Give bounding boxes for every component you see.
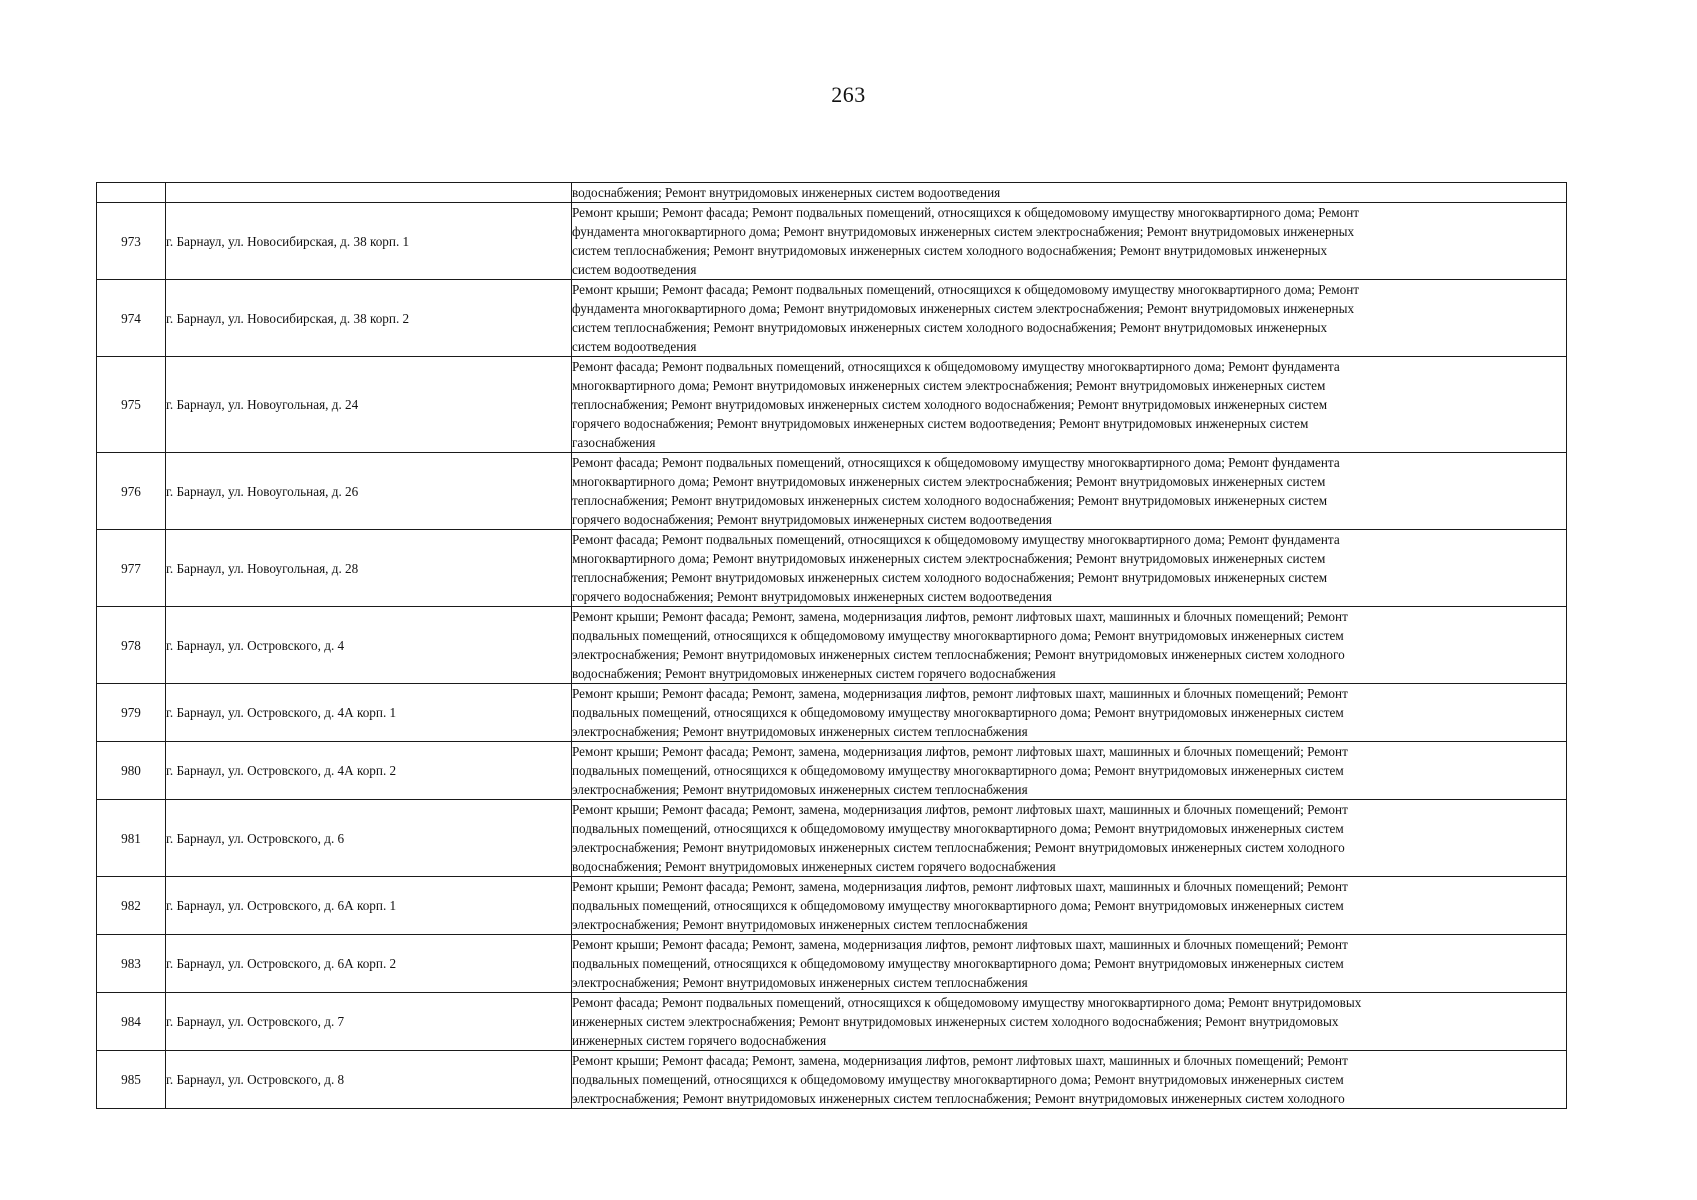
table-row [97,877,1567,935]
row-number: 981 [97,800,166,877]
repair-works-line: инженерных систем горячего водоснабжения [572,1033,827,1048]
repair-works-line: теплоснабжения; Ремонт внутридомовых инженерных систем холодного водоснабжения; Ремонт внутридомовых инженерных систем [572,493,1328,508]
table-row [97,742,1567,800]
repair-works-line: инженерных систем электроснабжения; Ремонт внутридомовых инженерных систем холодного водоснабжения; Ремонт внутридомовых [572,1014,1339,1029]
row-number: 984 [97,993,166,1051]
building-address: г. Барнаул, ул. Островского, д. 7 [166,993,572,1051]
repair-works-line: горячего водоснабжения; Ремонт внутридомовых инженерных систем водоотведения [572,512,1052,527]
repair-works-line: Ремонт крыши; Ремонт фасада; Ремонт, замена, модернизация лифтов, ремонт лифтовых шахт, машинных и блочных помещений; Ремонт [572,1053,1348,1068]
repair-works-line: газоснабжения [572,435,656,450]
repair-works-line: теплоснабжения; Ремонт внутридомовых инженерных систем холодного водоснабжения; Ремонт внутридомовых инженерных систем [572,570,1328,585]
repair-works [572,183,1567,203]
row-number: 976 [97,453,166,530]
repair-works-line: Ремонт крыши; Ремонт фасада; Ремонт, замена, модернизация лифтов, ремонт лифтовых шахт, машинных и блочных помещений; Ремонт [572,879,1348,894]
building-address: г. Барнаул, ул. Островского, д. 6 [166,800,572,877]
row-number: 974 [97,280,166,357]
repair-works-line: электроснабжения; Ремонт внутридомовых инженерных систем теплоснабжения; Ремонт внутридомовых инженерных систем холодного [572,647,1345,662]
repair-works-line: Ремонт крыши; Ремонт фасада; Ремонт, замена, модернизация лифтов, ремонт лифтовых шахт, машинных и блочных помещений; Ремонт [572,802,1348,817]
repair-works-line: электроснабжения; Ремонт внутридомовых инженерных систем теплоснабжения; Ремонт внутридомовых инженерных систем холодного [572,840,1345,855]
building-address: г. Барнаул, ул. Новоугольная, д. 24 [166,357,572,453]
table-row [97,280,1567,357]
table-row [97,607,1567,684]
repair-works-line: систем теплоснабжения; Ремонт внутридомовых инженерных систем холодного водоснабжения; Ремонт внутридомовых инженерных [572,243,1328,258]
repair-works [572,280,1567,357]
table-row [97,684,1567,742]
table-row [97,800,1567,877]
page-number: 263 [831,82,866,107]
repair-works-line: Ремонт фасада; Ремонт подвальных помещений, относящихся к общедомовому имуществу многоквартирного дома; Ремонт фундамента [572,455,1340,470]
building-address: г. Барнаул, ул. Новоугольная, д. 26 [166,453,572,530]
building-address: г. Барнаул, ул. Новосибирская, д. 38 корп. 1 [166,203,572,280]
repair-works [572,935,1567,993]
repair-works-line: подвальных помещений, относящихся к общедомовому имуществу многоквартирного дома; Ремонт внутридомовых инженерных систем [572,1072,1344,1087]
repair-works-line: Ремонт крыши; Ремонт фасада; Ремонт, замена, модернизация лифтов, ремонт лифтовых шахт, машинных и блочных помещений; Ремонт [572,744,1348,759]
building-address: г. Барнаул, ул. Островского, д. 4А корп. 1 [166,684,572,742]
building-address: г. Барнаул, ул. Островского, д. 6А корп. 1 [166,877,572,935]
table-row [97,453,1567,530]
repair-works-line: водоснабжения; Ремонт внутридомовых инженерных систем горячего водоснабжения [572,859,1056,874]
building-address: г. Барнаул, ул. Островского, д. 6А корп. 2 [166,935,572,993]
repair-works-line: электроснабжения; Ремонт внутридомовых инженерных систем теплоснабжения [572,782,1028,797]
repair-works-line: подвальных помещений, относящихся к общедомовому имуществу многоквартирного дома; Ремонт внутридомовых инженерных систем [572,821,1344,836]
repair-works-line: систем теплоснабжения; Ремонт внутридомовых инженерных систем холодного водоснабжения; Ремонт внутридомовых инженерных [572,320,1328,335]
repair-works-line: подвальных помещений, относящихся к общедомовому имуществу многоквартирного дома; Ремонт внутридомовых инженерных систем [572,628,1344,643]
repair-works [572,453,1567,530]
repair-works-line: Ремонт крыши; Ремонт фасада; Ремонт, замена, модернизация лифтов, ремонт лифтовых шахт, машинных и блочных помещений; Ремонт [572,686,1348,701]
repair-works-line: водоснабжения; Ремонт внутридомовых инженерных систем горячего водоснабжения [572,666,1056,681]
repair-works-line: систем водоотведения [572,339,697,354]
buildings-repair-table [96,182,1567,1109]
table-row [97,203,1567,280]
repair-works [572,203,1567,280]
repair-works-line: горячего водоснабжения; Ремонт внутридомовых инженерных систем водоотведения; Ремонт внутридомовых инженерных систем [572,416,1309,431]
table-row [97,530,1567,607]
table-row-continuation [97,183,1567,203]
row-number: 975 [97,357,166,453]
repair-works-line: горячего водоснабжения; Ремонт внутридомовых инженерных систем водоотведения [572,589,1052,604]
repair-works [572,800,1567,877]
building-address: г. Барнаул, ул. Островского, д. 4 [166,607,572,684]
building-address: г. Барнаул, ул. Островского, д. 8 [166,1051,572,1109]
repair-works-line: Ремонт фасада; Ремонт подвальных помещений, относящихся к общедомовому имуществу многоквартирного дома; Ремонт внутридомовых [572,995,1362,1010]
row-number: 977 [97,530,166,607]
table-row [97,357,1567,453]
repair-works-line: подвальных помещений, относящихся к общедомовому имуществу многоквартирного дома; Ремонт внутридомовых инженерных систем [572,956,1344,971]
repair-works-line: многоквартирного дома; Ремонт внутридомовых инженерных систем электроснабжения; Ремонт внутридомовых инженерных систем [572,551,1326,566]
repair-works-line: систем водоотведения [572,262,697,277]
row-number: 979 [97,684,166,742]
repair-works-line: подвальных помещений, относящихся к общедомовому имуществу многоквартирного дома; Ремонт внутридомовых инженерных систем [572,763,1344,778]
repair-works [572,607,1567,684]
table-row [97,1051,1567,1109]
repair-works [572,684,1567,742]
row-number: 982 [97,877,166,935]
table-row [97,993,1567,1051]
repair-works-line: подвальных помещений, относящихся к общедомовому имуществу многоквартирного дома; Ремонт внутридомовых инженерных систем [572,898,1344,913]
repair-works-line: многоквартирного дома; Ремонт внутридомовых инженерных систем электроснабжения; Ремонт внутридомовых инженерных систем [572,474,1326,489]
building-address: г. Барнаул, ул. Новоугольная, д. 28 [166,530,572,607]
building-address: г. Барнаул, ул. Островского, д. 4А корп. 2 [166,742,572,800]
repair-works-line: фундамента многоквартирного дома; Ремонт внутридомовых инженерных систем электроснабжения; Ремонт внутридомовых инженерных [572,301,1355,316]
repair-works-line: электроснабжения; Ремонт внутридомовых инженерных систем теплоснабжения [572,724,1028,739]
row-number: 980 [97,742,166,800]
repair-works-line: фундамента многоквартирного дома; Ремонт внутридомовых инженерных систем электроснабжения; Ремонт внутридомовых инженерных [572,224,1355,239]
repair-works [572,357,1567,453]
repair-works-line: теплоснабжения; Ремонт внутридомовых инженерных систем холодного водоснабжения; Ремонт внутридомовых инженерных систем [572,397,1328,412]
repair-works-line: многоквартирного дома; Ремонт внутридомовых инженерных систем электроснабжения; Ремонт внутридомовых инженерных систем [572,378,1326,393]
repair-works-line: Ремонт крыши; Ремонт фасада; Ремонт подвальных помещений, относящихся к общедомовому имуществу многоквартирного дома; Ремонт [572,282,1360,297]
repair-works [572,742,1567,800]
repair-works-line: электроснабжения; Ремонт внутридомовых инженерных систем теплоснабжения; Ремонт внутридомовых инженерных систем холодного [572,1091,1345,1106]
repair-works [572,877,1567,935]
repair-works-line: Ремонт крыши; Ремонт фасада; Ремонт подвальных помещений, относящихся к общедомовому имуществу многоквартирного дома; Ремонт [572,205,1360,220]
repair-works-line: электроснабжения; Ремонт внутридомовых инженерных систем теплоснабжения [572,917,1028,932]
repair-works-line: Ремонт крыши; Ремонт фасада; Ремонт, замена, модернизация лифтов, ремонт лифтовых шахт, машинных и блочных помещений; Ремонт [572,609,1348,624]
table-body [97,183,1567,1109]
row-number: 985 [97,1051,166,1109]
repair-works-line: электроснабжения; Ремонт внутридомовых инженерных систем теплоснабжения [572,975,1028,990]
building-address: г. Барнаул, ул. Новосибирская, д. 38 корп. 2 [166,280,572,357]
repair-works [572,530,1567,607]
repair-works [572,1051,1567,1109]
repair-works-line: Ремонт крыши; Ремонт фасада; Ремонт, замена, модернизация лифтов, ремонт лифтовых шахт, машинных и блочных помещений; Ремонт [572,937,1348,952]
row-number: 973 [97,203,166,280]
row-number: 978 [97,607,166,684]
repair-works-line: подвальных помещений, относящихся к общедомовому имуществу многоквартирного дома; Ремонт внутридомовых инженерных систем [572,705,1344,720]
repair-works-line: Ремонт фасада; Ремонт подвальных помещений, относящихся к общедомовому имуществу многоквартирного дома; Ремонт фундамента [572,532,1340,547]
table-row [97,935,1567,993]
row-number: 983 [97,935,166,993]
repair-works-line: водоснабжения; Ремонт внутридомовых инженерных систем водоотведения [572,185,1001,200]
repair-works-line: Ремонт фасада; Ремонт подвальных помещений, относящихся к общедомовому имуществу многоквартирного дома; Ремонт фундамента [572,359,1340,374]
row-number [97,183,166,203]
repair-works [572,993,1567,1051]
building-address [166,183,572,203]
